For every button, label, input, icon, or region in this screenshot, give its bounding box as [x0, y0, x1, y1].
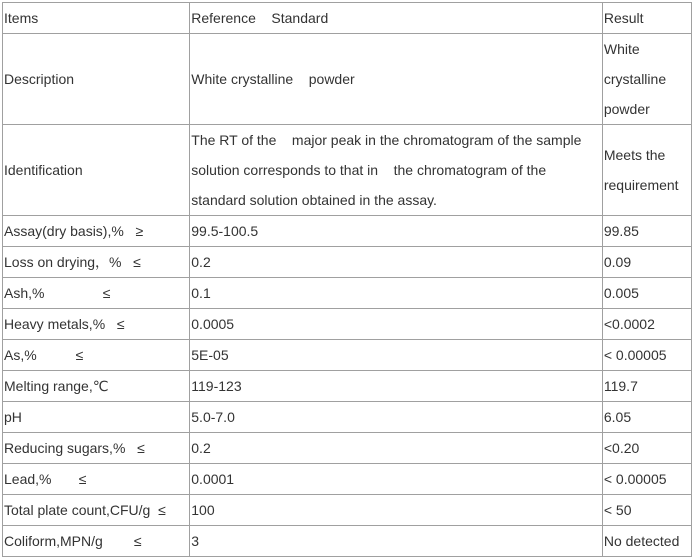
- result-cell: < 0.00005: [602, 464, 691, 495]
- result-cell: <0.20: [602, 433, 691, 464]
- table-row: [3, 526, 692, 557]
- table-row: [3, 402, 692, 433]
- reference-cell: 0.0005: [190, 309, 603, 340]
- table-row: [3, 216, 692, 247]
- result-cell: No detected: [602, 526, 691, 557]
- table-header-row: [3, 3, 692, 34]
- reference-cell: 5.0-7.0: [190, 402, 603, 433]
- item-cell: Lead,% ≤: [3, 464, 190, 495]
- table-row: [3, 464, 692, 495]
- result-cell: < 0.00005: [602, 340, 691, 371]
- table-row: [3, 495, 692, 526]
- reference-cell: 0.2: [190, 247, 603, 278]
- table-row: [3, 340, 692, 371]
- reference-cell: 3: [190, 526, 603, 557]
- item-cell: Coliform,MPN/g ≤: [3, 526, 190, 557]
- specification-table: [2, 2, 692, 557]
- reference-cell: 0.1: [190, 278, 603, 309]
- item-cell: pH: [3, 402, 190, 433]
- result-cell: <0.0002: [602, 309, 691, 340]
- item-cell: Identification: [3, 125, 190, 216]
- header-result: Result: [602, 3, 691, 34]
- item-cell: Total plate count,CFU/g ≤: [3, 495, 190, 526]
- result-cell: < 50: [602, 495, 691, 526]
- reference-cell: 100: [190, 495, 603, 526]
- reference-cell: White crystalline powder: [190, 34, 603, 125]
- table-row: [3, 371, 692, 402]
- result-cell: 6.05: [602, 402, 691, 433]
- result-cell: 0.09: [602, 247, 691, 278]
- reference-cell: 5E-05: [190, 340, 603, 371]
- item-cell: Loss on drying，% ≤: [3, 247, 190, 278]
- item-cell: Melting range,℃: [3, 371, 190, 402]
- item-cell: Ash,% ≤: [3, 278, 190, 309]
- item-cell: Reducing sugars,% ≤: [3, 433, 190, 464]
- result-cell: 119.7: [602, 371, 691, 402]
- result-cell: 0.005: [602, 278, 691, 309]
- item-cell: Description: [3, 34, 190, 125]
- table-row: [3, 309, 692, 340]
- table-row: [3, 433, 692, 464]
- reference-cell: 0.0001: [190, 464, 603, 495]
- table-row: [3, 34, 692, 125]
- item-cell: Assay(dry basis),% ≥: [3, 216, 190, 247]
- table-row: [3, 247, 692, 278]
- table-row: [3, 125, 692, 216]
- item-cell: As,% ≤: [3, 340, 190, 371]
- item-cell: Heavy metals,% ≤: [3, 309, 190, 340]
- header-items: Items: [3, 3, 190, 34]
- reference-cell: The RT of the major peak in the chromatogram of the sample solution corresponds to that in the chromatogram of the standard solution obtained in the assay.: [190, 125, 603, 216]
- header-reference-standard: Reference Standard: [190, 3, 603, 34]
- result-cell: Meets the requirement: [602, 125, 691, 216]
- result-cell: 99.85: [602, 216, 691, 247]
- result-cell: White crystalline powder: [602, 34, 691, 125]
- reference-cell: 119-123: [190, 371, 603, 402]
- reference-cell: 0.2: [190, 433, 603, 464]
- table-row: [3, 278, 692, 309]
- reference-cell: 99.5-100.5: [190, 216, 603, 247]
